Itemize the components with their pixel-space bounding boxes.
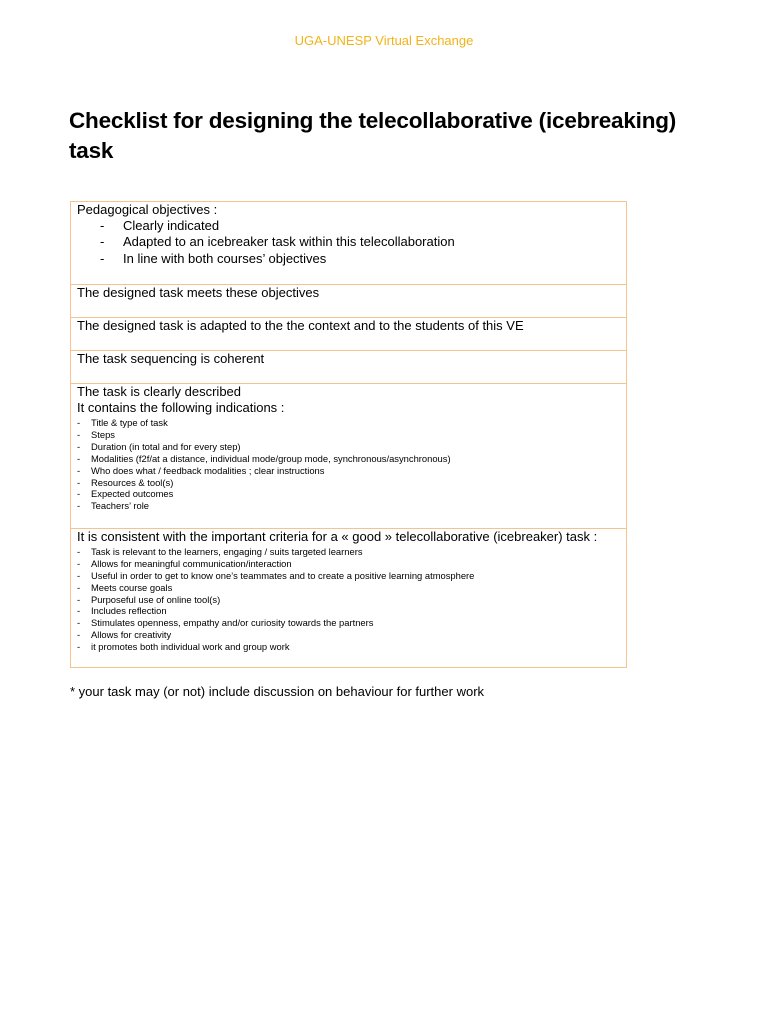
objectives-heading: Pedagogical objectives : xyxy=(77,202,218,217)
criteria-heading: It is consistent with the important criteria for a « good » telecollaborative (icebreaker) task : xyxy=(77,529,598,544)
list-item: - In line with both courses’ objectives xyxy=(77,251,620,267)
list-item: - Duration (in total and for every step) xyxy=(77,441,620,453)
list-item: - Clearly indicated xyxy=(77,218,620,234)
footnote: * your task may (or not) include discussion on behaviour for further work xyxy=(70,684,485,699)
list-item: - Purposeful use of online tool(s) xyxy=(77,594,620,606)
row-text: The designed task meets these objectives xyxy=(77,285,320,300)
list-item: - Allows for creativity xyxy=(77,629,620,641)
list-item: - Resources & tool(s) xyxy=(77,477,620,489)
list-item: - Expected outcomes xyxy=(77,488,620,500)
list-item: - Includes reflection xyxy=(77,605,620,617)
checklist-row-sequencing xyxy=(71,351,626,384)
list-item: - Allows for meaningful communication/interaction xyxy=(77,558,620,570)
list-item: - Task is relevant to the learners, engaging / suits targeted learners xyxy=(77,546,620,558)
list-item: - Useful in order to get to know one’s teammates and to create a positive learning atmosphere xyxy=(77,570,620,582)
checklist-row-described xyxy=(71,384,626,529)
described-line-2: It contains the following indications : xyxy=(77,400,285,416)
page-title: Checklist for designing the telecollaborative (icebreaking) task xyxy=(69,108,677,163)
list-item: - Meets course goals xyxy=(77,582,620,594)
list-item: - Adapted to an icebreaker task within this telecollaboration xyxy=(77,234,620,250)
page-header: UGA-UNESP Virtual Exchange xyxy=(294,33,474,48)
list-item: - Steps xyxy=(77,429,620,441)
checklist-row-objectives xyxy=(71,202,626,285)
described-line-1: The task is clearly described xyxy=(77,384,242,399)
list-item: - Modalities (f2f/at a distance, individual mode/group mode, synchronous/asynchronous) xyxy=(77,453,620,465)
list-item: - Stimulates openness, empathy and/or curiosity towards the partners xyxy=(77,617,620,629)
checklist-table xyxy=(70,201,627,668)
list-item: - Title & type of task xyxy=(77,417,620,429)
checklist-row-adapted xyxy=(71,318,626,351)
list-item: - Who does what / feedback modalities ; clear instructions xyxy=(77,465,620,477)
row-text: The designed task is adapted to the the context and to the students of this VE xyxy=(77,318,524,333)
checklist-row-criteria xyxy=(71,529,626,667)
list-item: - Teachers’ role xyxy=(77,500,620,512)
criteria-list xyxy=(77,546,620,653)
indications-list xyxy=(77,417,620,512)
objectives-list xyxy=(77,218,620,267)
list-item: - it promotes both individual work and group work xyxy=(77,641,620,653)
row-text: The task sequencing is coherent xyxy=(77,351,265,366)
checklist-row-meets-objectives xyxy=(71,285,626,318)
